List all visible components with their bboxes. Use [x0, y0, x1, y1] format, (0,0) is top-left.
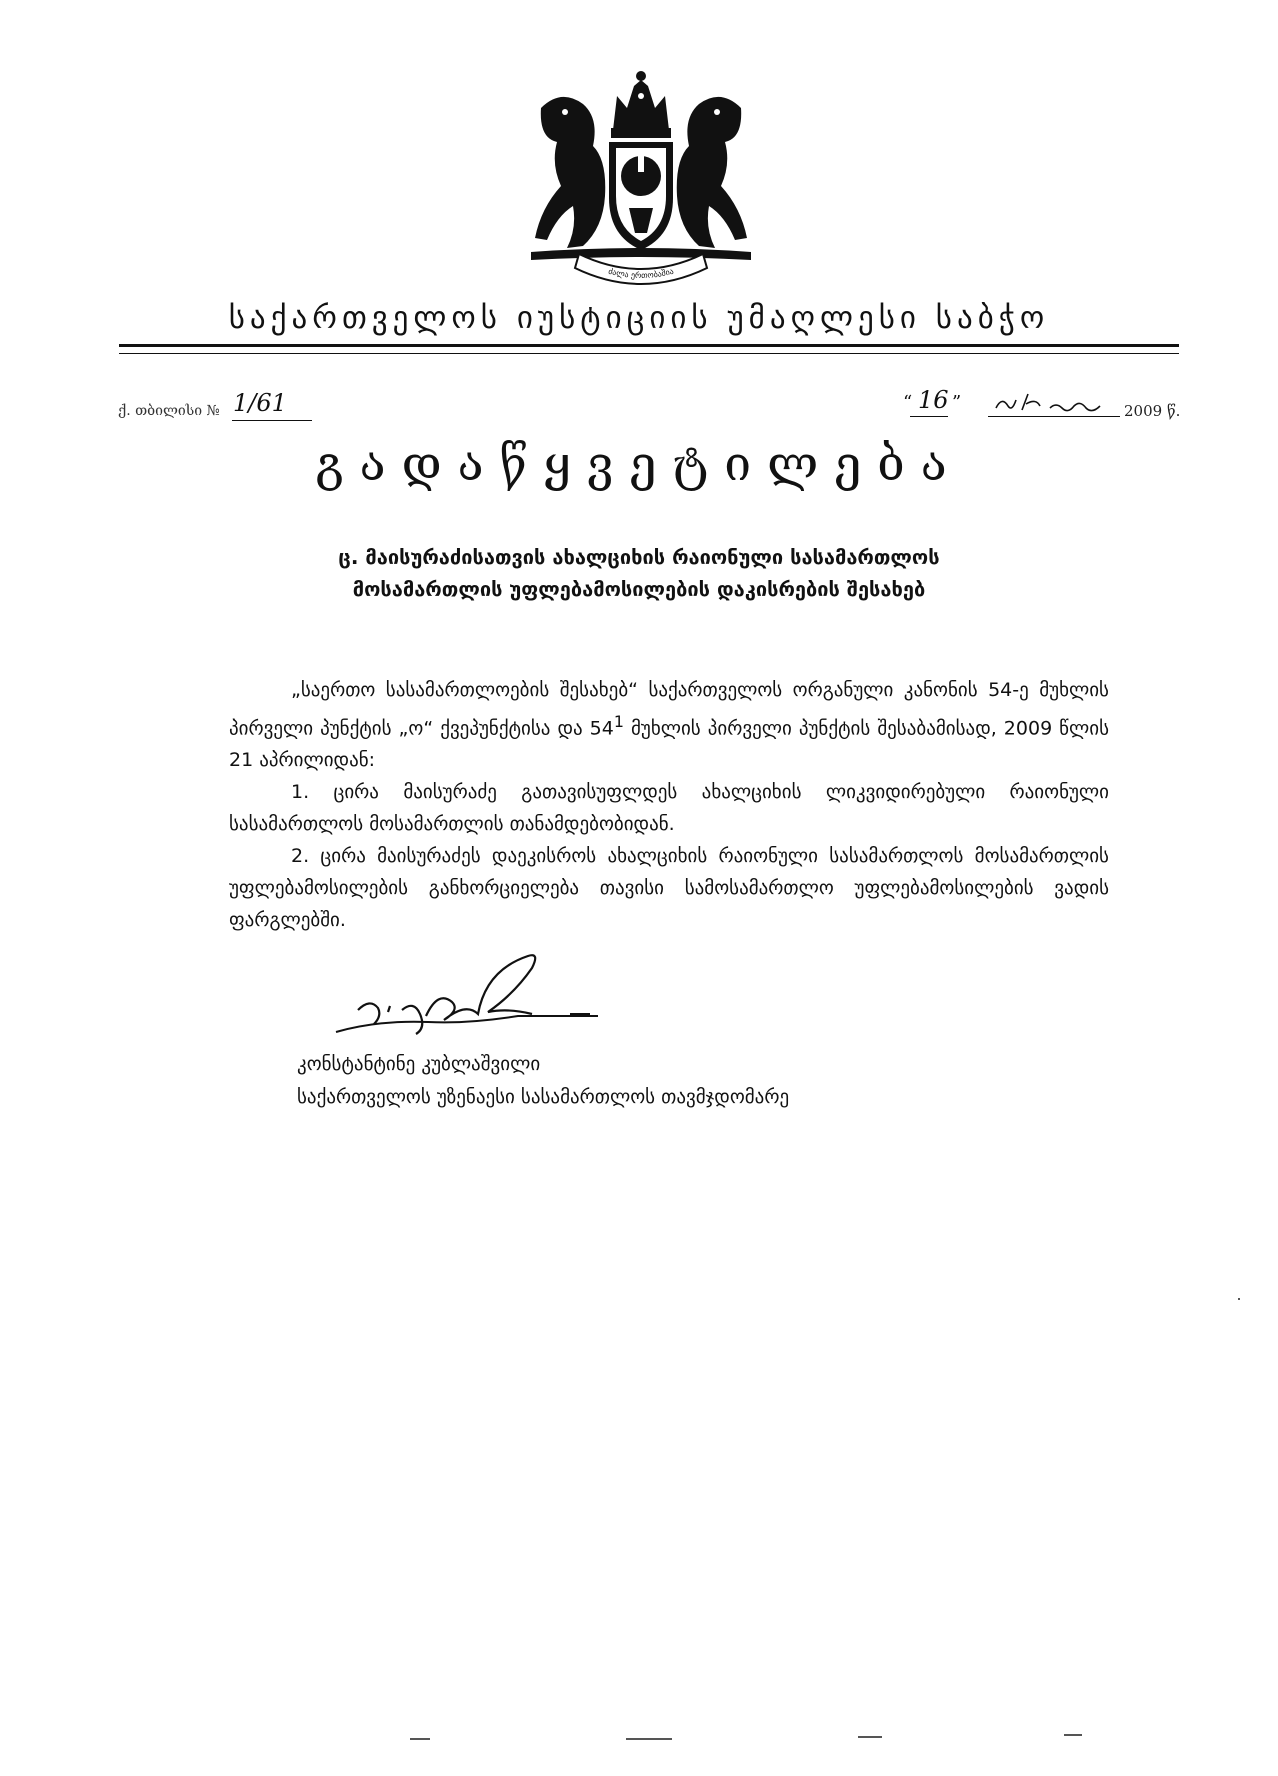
council-name: საქართველოს იუსტიციის უმაღლესი საბჭო	[228, 300, 1050, 336]
document-subject	[0, 541, 1278, 605]
subject-line-1: ც. მაისურაძისათვის ახალციხის რაიონული სასამართლოს	[338, 545, 940, 569]
header-divider-thick	[119, 344, 1179, 347]
crown-icon	[611, 71, 671, 138]
intro-superscript: 1	[613, 712, 624, 731]
decision-item-1: 1. ცირა მაისურაძე გათავისუფლდეს ახალციხის ლიკვიდირებული რაიონული სასამართლოს მოსამართლის თანამდებობიდან.	[229, 781, 1109, 836]
signatory-position: საქართველოს უზენაესი სასამართლოს თავმჯდომარე	[297, 1086, 790, 1108]
motto-ribbon	[575, 254, 707, 284]
lion-left-icon	[535, 97, 605, 248]
handwritten-signature	[318, 950, 608, 1050]
date-open-quote-icon: “	[903, 392, 913, 413]
scan-artifact	[1064, 1734, 1082, 1736]
shield-icon	[609, 142, 673, 250]
document-title: გადაწყვეტილება	[315, 436, 963, 492]
signatory-name: კონსტანტინე კუბლაშვილი	[297, 1053, 541, 1075]
intro-text: „საერთო სასამართლოების შესახებ“ საქართველოს ორგანული კანონის 54-ე მუხლის პირველი პუნქტის „ო“ ქვეპუნქტისა და 54	[229, 679, 1109, 740]
signatory	[297, 1048, 789, 1114]
header-divider-thin	[119, 353, 1179, 354]
registration-month-underline	[988, 416, 1120, 417]
subject-line-2: მოსამართლის უფლებამოსილების დაკისრების შესახებ	[352, 577, 926, 601]
registration-day-underline	[910, 416, 948, 417]
registration-number-label: ქ. თბილისი №	[118, 403, 220, 419]
scan-artifact	[410, 1738, 430, 1740]
emblem-motto: ძალა ერთობაშია	[607, 266, 675, 281]
registration-day: 16	[918, 386, 949, 414]
handwritten-month-scrawl	[992, 388, 1117, 416]
scan-artifact	[858, 1736, 882, 1738]
scan-artifact	[1238, 1298, 1240, 1300]
intro-paragraph	[229, 674, 1109, 776]
registration-number-underline	[232, 420, 312, 421]
registration-year: 2009 წ.	[1124, 402, 1181, 420]
document-body	[229, 674, 1109, 936]
scan-artifact	[626, 1738, 672, 1740]
coat-of-arms-emblem	[521, 68, 761, 290]
registration-number-value: 1/61	[233, 389, 287, 417]
date-close-quote-icon: ”	[952, 392, 962, 413]
decision-item-2: 2. ცირა მაისურაძეს დაეკისროს ახალციხის რაიონული სასამართლოს მოსამართლის უფლებამოსილების განხორციელება თავისი სამოსამართლო უფლებამოსილების ვადის ფარგლებში.	[229, 845, 1109, 932]
lion-right-icon	[677, 97, 747, 248]
intro-text-end: მუხლის პირველი პუნქტის შესაბამისად, 2009 წლის 21 აპრილიდან:	[229, 717, 1110, 772]
